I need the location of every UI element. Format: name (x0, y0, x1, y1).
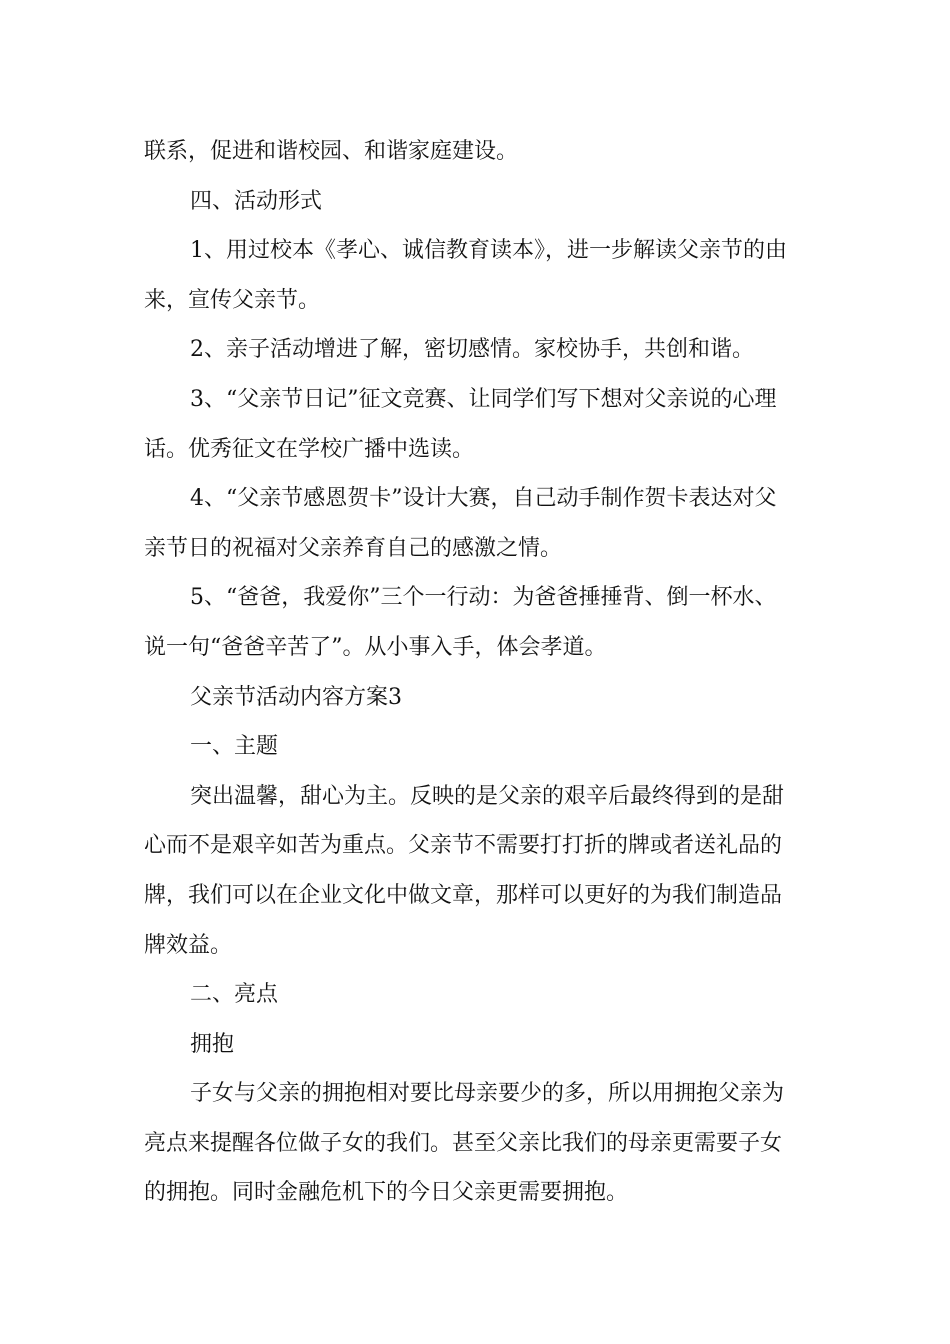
hug-paragraph-line: 亮点来提醒各位做子女的我们。甚至父亲比我们的母亲更需要子女 (144, 1130, 783, 1156)
document-body (144, 127, 812, 1218)
hug-paragraph-line: 的拥抱。同时金融危机下的今日父亲更需要拥抱。 (144, 1180, 629, 1206)
plan-title: 父亲节活动内容方案3 (190, 684, 402, 710)
theme-paragraph-line: 心而不是艰辛如苦为重点。父亲节不需要打打折的牌或者送礼品的 (144, 833, 783, 859)
list-item-5: 5、“爸爸，我爱你”三个一行动：为爸爸捶捶背、倒一杯水、 (190, 585, 777, 611)
list-item-5-continuation: 说一句“爸爸辛苦了”。从小事入手，体会孝道。 (144, 634, 607, 660)
theme-paragraph-line: 牌效益。 (144, 932, 233, 958)
theme-paragraph-line: 牌，我们可以在企业文化中做文章，那样可以更好的为我们制造品 (144, 882, 783, 908)
subheading-hug: 拥抱 (190, 1031, 235, 1057)
theme-paragraph-line: 突出温馨，甜心为主。反映的是父亲的艰辛后最终得到的是甜 (190, 783, 785, 809)
list-item-2: 2、亲子活动增进了解，密切感情。家校协手，共创和谐。 (190, 337, 754, 363)
section-heading-activity-format: 四、活动形式 (190, 188, 323, 214)
list-item-4: 4、“父亲节感恩贺卡”设计大赛，自己动手制作贺卡表达对父 (190, 486, 777, 512)
list-item-3: 3、“父亲节日记”征文竞赛、让同学们写下想对父亲说的心理 (190, 386, 777, 412)
hug-paragraph-line: 子女与父亲的拥抱相对要比母亲要少的多，所以用拥抱父亲为 (190, 1081, 785, 1107)
section-heading-theme: 一、主题 (190, 734, 279, 760)
paragraph-continuation: 联系，促进和谐校园、和谐家庭建设。 (144, 139, 519, 164)
list-item-1-continuation: 来，宣传父亲节。 (144, 287, 321, 313)
list-item-3-continuation: 话。优秀征文在学校广播中选读。 (144, 436, 475, 462)
list-item-1: 1、用过校本《孝心、诚信教育读本》，进一步解读父亲节的由 (190, 238, 787, 264)
section-heading-highlights: 二、亮点 (190, 982, 279, 1008)
list-item-4-continuation: 亲节日的祝福对父亲养育自己的感激之情。 (144, 535, 563, 561)
